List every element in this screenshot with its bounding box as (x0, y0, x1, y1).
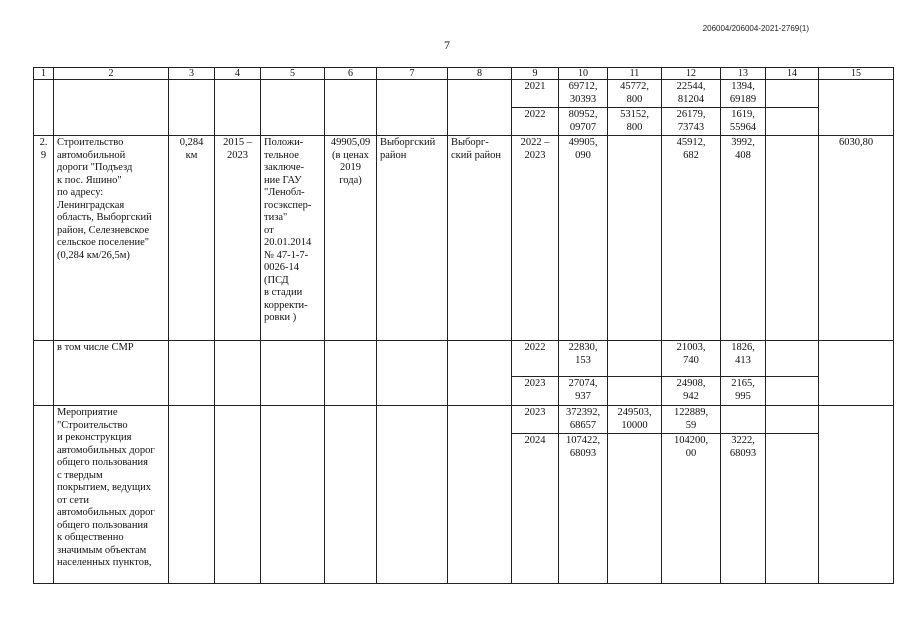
value-cell: 2165, 995 (721, 377, 766, 406)
value-cell: 53152, 800 (608, 108, 662, 136)
item-recipient: Выборг- ский район (448, 136, 512, 341)
year-cell: 2023 (512, 377, 559, 406)
value-cell: 69712, 30393 (559, 80, 608, 108)
col-num-6: 6 (325, 68, 377, 80)
year-cell: 2023 (512, 406, 559, 434)
value-cell (608, 434, 662, 584)
program-table (33, 67, 894, 584)
column-number-row (34, 68, 894, 80)
value-cell: 45772, 800 (608, 80, 662, 108)
item-cost: 49905,09 (в ценах 2019 года) (325, 136, 377, 341)
value-cell: 27074, 937 (559, 377, 608, 406)
value-cell: 1826, 413 (721, 341, 766, 377)
col-num-5: 5 (261, 68, 325, 80)
value-cell: 6030,80 (819, 136, 894, 341)
value-cell: 45912, 682 (662, 136, 721, 341)
year-cell: 2024 (512, 434, 559, 584)
value-cell: 122889, 59 (662, 406, 721, 434)
year-cell: 2022 (512, 108, 559, 136)
col-num-4: 4 (215, 68, 261, 80)
value-cell: 80952, 09707 (559, 108, 608, 136)
value-cell (766, 136, 819, 341)
item-length: 0,284 км (169, 136, 215, 341)
document-id: 206004/206004-2021-2769(1) (702, 24, 809, 33)
value-cell: 3222, 68093 (721, 434, 766, 584)
value-cell: 107422, 68093 (559, 434, 608, 584)
year-cell: 2022 (512, 341, 559, 377)
col-num-11: 11 (608, 68, 662, 80)
col-num-15: 15 (819, 68, 894, 80)
table-row (34, 136, 894, 341)
value-cell: 249503, 10000 (608, 406, 662, 434)
col-num-3: 3 (169, 68, 215, 80)
table-row (34, 341, 894, 377)
table-row (34, 80, 894, 108)
col-num-12: 12 (662, 68, 721, 80)
item-district: Выборгский район (377, 136, 448, 341)
item-expertise: Положи- тельное заключе- ние ГАУ "Ленобл- госэкспер- тиза" от 20.01.2014 № 47-1-7- 0026-14 (ПСД в стадии корректи- ровки ) (261, 136, 325, 341)
year-cell: 2021 (512, 80, 559, 108)
year-cell: 2022 – 2023 (512, 136, 559, 341)
col-num-14: 14 (766, 68, 819, 80)
value-cell: 26179, 73743 (662, 108, 721, 136)
event-label: Мероприятие "Строительство и реконструкция автомобильных дорог общего пользования с твердым покрытием, ведущих от сети автомобильных дорог общего пользования к общественно значимым объектам населенных пунктов, (54, 406, 169, 584)
page-number: 7 (444, 38, 450, 52)
col-num-8: 8 (448, 68, 512, 80)
col-num-9: 9 (512, 68, 559, 80)
item-period: 2015 – 2023 (215, 136, 261, 341)
value-cell: 24908, 942 (662, 377, 721, 406)
item-number: 2.9 (34, 136, 54, 341)
value-cell: 1619, 55964 (721, 108, 766, 136)
value-cell: 22830, 153 (559, 341, 608, 377)
col-num-10: 10 (559, 68, 608, 80)
smr-label: в том числе СМР (54, 341, 169, 406)
value-cell (608, 136, 662, 341)
table-row (34, 406, 894, 434)
value-cell: 104200, 00 (662, 434, 721, 584)
value-cell: 49905, 090 (559, 136, 608, 341)
col-num-13: 13 (721, 68, 766, 80)
value-cell: 22544, 81204 (662, 80, 721, 108)
value-cell: 3992, 408 (721, 136, 766, 341)
value-cell: 372392, 68657 (559, 406, 608, 434)
value-cell (721, 406, 766, 434)
col-num-7: 7 (377, 68, 448, 80)
value-cell: 1394, 69189 (721, 80, 766, 108)
col-num-2: 2 (54, 68, 169, 80)
col-num-1: 1 (34, 68, 54, 80)
item-name: Строительство автомобильной дороги "Подъезд к пос. Яшино" по адресу: Ленинградская область, Выборгский район, Селезневское сельское поселение" (0,284 км/26,5м) (54, 136, 169, 341)
value-cell: 21003, 740 (662, 341, 721, 377)
